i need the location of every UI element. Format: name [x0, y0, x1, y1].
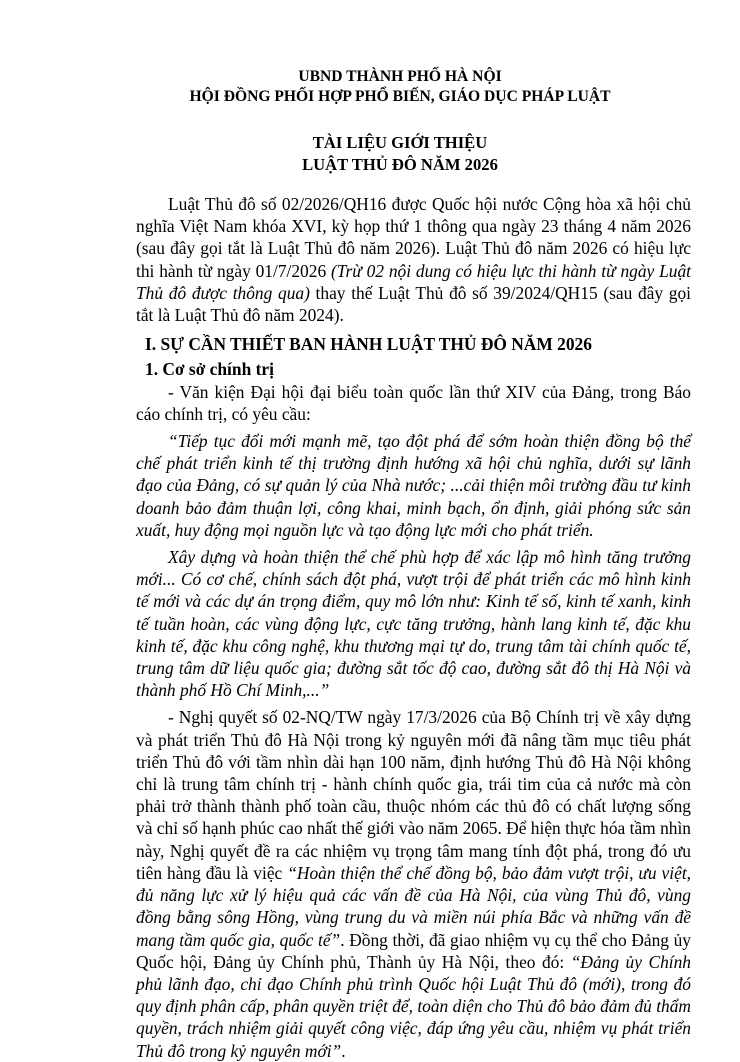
paragraph-2: [136, 706, 691, 1061]
quote-paragraph-2: Xây dựng và hoàn thiện thể chế phù hợp để xác lập mô hình tăng trưởng mới... Có cơ chế, chính sách đột phá, vượt trội để phát triển các mô hình kinh tế mới và các dự án trọng điểm, quy mô lớn như: Kinh tế số, kinh tế xanh, kinh tế tuần hoàn, các vùng động lực, cực tăng trưởng, hành lang kinh tế, đặc khu kinh tế, đặc khu công nghệ, khu thương mại tự do, trung tâm tài chính quốc tế, trung tâm dữ liệu quốc gia; đường sắt tốc độ cao, đường sắt đô thị Hà Nội và thành phố Hồ Chí Minh,...”: [136, 547, 691, 701]
org-name-line2: HỘI ĐỒNG PHỐI HỢP PHỔ BIẾN, GIÁO DỤC PHÁP LUẬT: [189, 88, 611, 105]
para2-italic-2: “Đảng ủy Chính phủ lãnh đạo, chỉ đạo Chính phủ trình Quốc hội Luật Thủ đô (mới), trong đó quy định phân cấp, phân quyền triệt để, toàn diện cho Thủ đô bảo đảm đủ thẩm quyền, trách nhiệm giải quyết công việc, đáp ứng yêu cầu, nhiệm vụ phát triển Thủ đô trong kỷ nguyên mới”: [136, 951, 691, 1061]
intro-paragraph: [136, 193, 691, 326]
intro-text-b: thay thế Luật Thủ đô số 39/2024/QH15 (sau đây gọi tắt là Luật Thủ đô năm 2024).: [136, 282, 692, 326]
intro-text-italic: (Trừ 02 nội dung có hiệu lực thi hành từ ngày Luật Thủ đô được thông qua): [136, 260, 691, 303]
quote-paragraph-1: “Tiếp tục đổi mới mạnh mẽ, tạo đột phá để sớm hoàn thiện đồng bộ thể chế phát triển kinh tế thị trường định hướng xã hội chủ nghĩa, dưới sự lãnh đạo của Đảng, có sự quản lý của Nhà nước; ...cải thiện môi trường đầu tư kinh doanh bảo đảm thuận lợi, công khai, minh bạch, ổn định, giải phóng sức sản xuất, huy động mọi nguồn lực và tạo động lực mới cho phát triển.: [136, 431, 691, 540]
subsection-heading: 1. Cơ sở chính trị: [145, 359, 274, 380]
para2-text-a: - Nghị quyết số 02-NQ/TW ngày 17/3/2026 của Bộ Chính trị về xây dựng và phát triển Thủ đô Hà Nội trong kỷ nguyên mới đã nâng tầm mục tiêu phát triển Thủ đô với tầm nhìn dài hạn 100 năm, định hướng Thủ đô Hà Nội không chỉ là trung tâm chính trị - hành chính quốc gia, trái tim của cả nước mà còn phải trở thành thành phố toàn cầu, thuộc nhóm các thủ đô có chất lượng sống và chỉ số hạnh phúc cao nhất thế giới vào năm 2065. Để hiện thực hóa tầm nhìn này, Nghị quyết đề ra các nhiệm vụ trọng tâm mang tính đột phá, trong đó ưu tiên hàng đầu là việc: [136, 707, 691, 883]
document-title: [100, 132, 700, 176]
para2-italic-1: “Hoàn thiện thể chế đồng bộ, bảo đảm vượt trội, ưu việt, đủ năng lực xử lý hiệu quả các vấn đề của Hà Nội, của vùng Thủ đô, vùng đồng bằng sông Hồng, vùng trung du và miền núi phía Bắc và những vấn đề mang tầm quốc gia, quốc tế”: [136, 862, 691, 950]
title-line1: TÀI LIỆU GIỚI THIỆU: [312, 133, 488, 152]
intro-text-a: Luật Thủ đô số 02/2026/QH16 được Quốc hội nước Cộng hòa xã hội chủ nghĩa Việt Nam khóa XVI, kỳ họp thứ 1 thông qua ngày 23 tháng 4 năm 2026 (sau đây gọi tắt là Luật Thủ đô năm 2026). Luật Thủ đô năm 2026 có hiệu lực thi hành từ ngày 01/7/2026: [136, 194, 691, 281]
title-line2: LUẬT THỦ ĐÔ NĂM 2026: [302, 155, 498, 174]
section-heading: I. SỰ CẦN THIẾT BAN HÀNH LUẬT THỦ ĐÔ NĂM 2026: [145, 334, 592, 355]
paragraph-1: - Văn kiện Đại hội đại biểu toàn quốc lần thứ XIV của Đảng, trong Báo cáo chính trị, có yêu cầu:: [136, 381, 691, 424]
document-body: [136, 193, 691, 1062]
para2-text-b: . Đồng thời, đã giao nhiệm vụ cụ thể cho Đảng ủy Quốc hội, Đảng ủy Chính phủ, Thành ủy Hà Nội, theo đó:: [136, 929, 691, 972]
org-name-line1: UBND THÀNH PHỐ HÀ NỘI: [298, 68, 502, 85]
para2-end: .: [341, 1040, 346, 1061]
document-header: [100, 67, 700, 107]
